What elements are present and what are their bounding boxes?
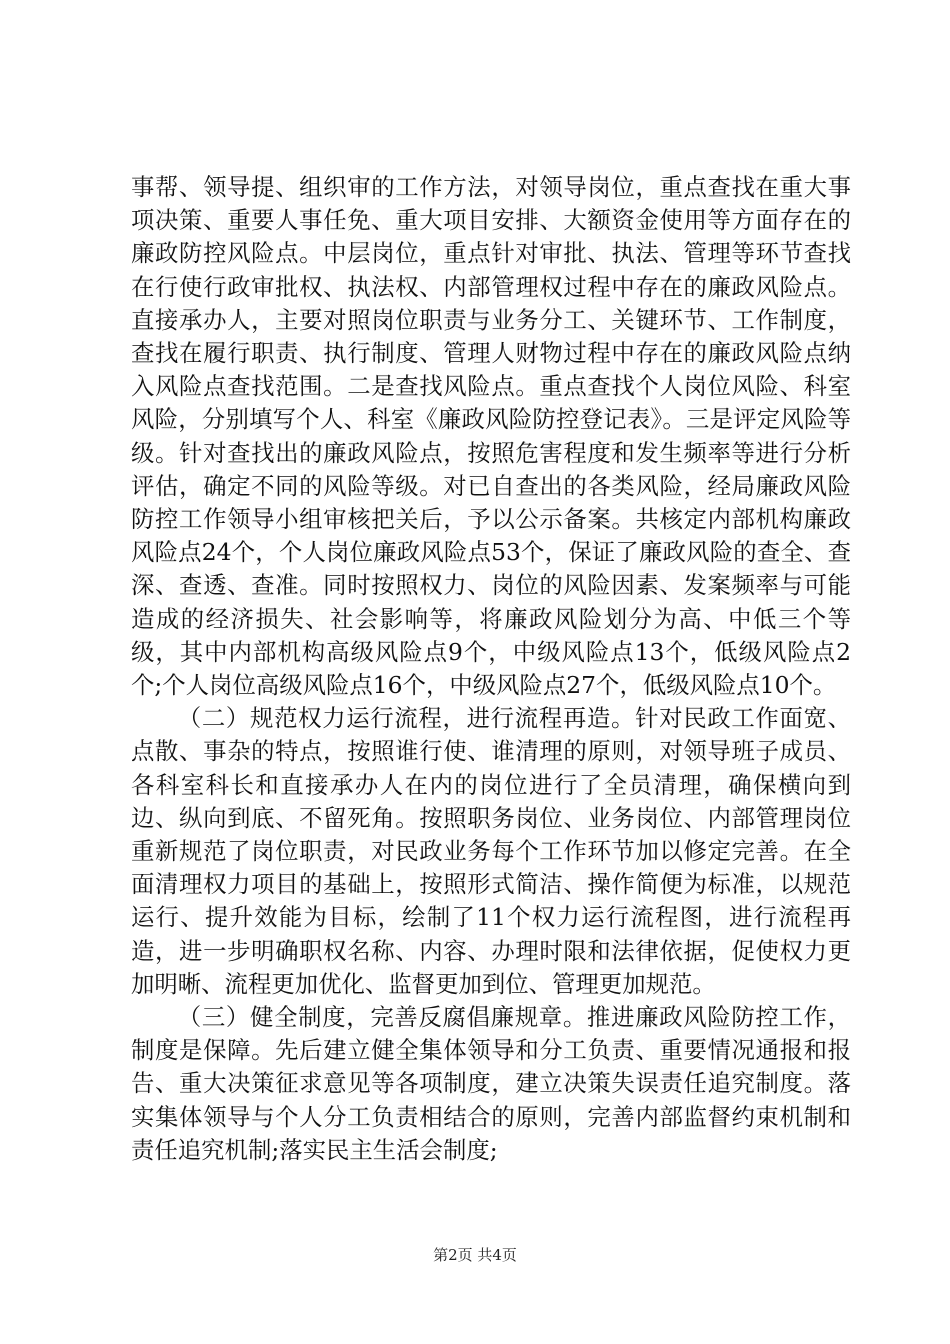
paragraph-risk-points: 事帮、领导提、组织审的工作方法，对领导岗位，重点查找在重大事项决策、重要人事任免、重大项目安排、大额资金使用等方面存在的廉政防控风险点。中层岗位，重点针对审批、执法、管理等环节查找在行使行政审批权、执法权、内部管理权过程中存在的廉政风险点。直接承办人，主要对照岗位职责与业务分工、关键环节、工作制度，查找在履行职责、执行制度、管理人财物过程中存在的廉政风险点纳入风险点查找范围。二是查找风险点。重点查找个人岗位风险、科室风险，分别填写个人、科室《廉政风险防控登记表》。三是评定风险等级。针对查找出的廉政风险点，按照危害程度和发生频率等进行分析评估，确定不同的风险等级。对已自查出的各类风险，经局廉政风险防控工作领导小组审核把关后，予以公示备案。共核定内部机构廉政风险点24个，个人岗位廉政风险点53个，保证了廉政风险的查全、查深、查透、查准。同时按照权力、岗位的风险因素、发案频率与可能造成的经济损失、社会影响等，将廉政风险划分为高、中低三个等级，其中内部机构高级风险点9个，中级风险点13个，低级风险点2个;个人岗位高级风险点16个，中级风险点27个，低级风险点10个。 [131, 173, 851, 700]
paragraph-system-improvement: （三）健全制度，完善反腐倡廉规章。推进廉政风险防控工作，制度是保障。先后建立健全集体领导和分工负责、重要情况通报和报告、重大决策征求意见等各项制度，建立决策失误责任追究制度。落实集体领导与个人分工负责相结合的原则，完善内部监督约束机制和责任追究机制;落实民主生活会制度; [131, 1003, 851, 1164]
paragraph-process-reengineering: （二）规范权力运行流程，进行流程再造。针对民政工作面宽、点散、事杂的特点，按照谁行使、谁清理的原则，对领导班子成员、各科室科长和直接承办人在内的岗位进行了全员清理，确保横向到边、纵向到底、不留死角。按照职务岗位、业务岗位、内部管理岗位重新规范了岗位职责，对民政业务每个工作环节加以修定完善。在全面清理权力项目的基础上，按照形式简洁、操作简便为标准，以规范运行、提升效能为目标，绘制了11个权力运行流程图，进行流程再造，进一步明确职权名称、内容、办理时限和法律依据，促使权力更加明晰、流程更加优化、监督更加到位、管理更加规范。 [131, 704, 851, 998]
document-body [131, 171, 851, 1167]
page-footer: 第2页 共4页 [433, 1246, 517, 1264]
